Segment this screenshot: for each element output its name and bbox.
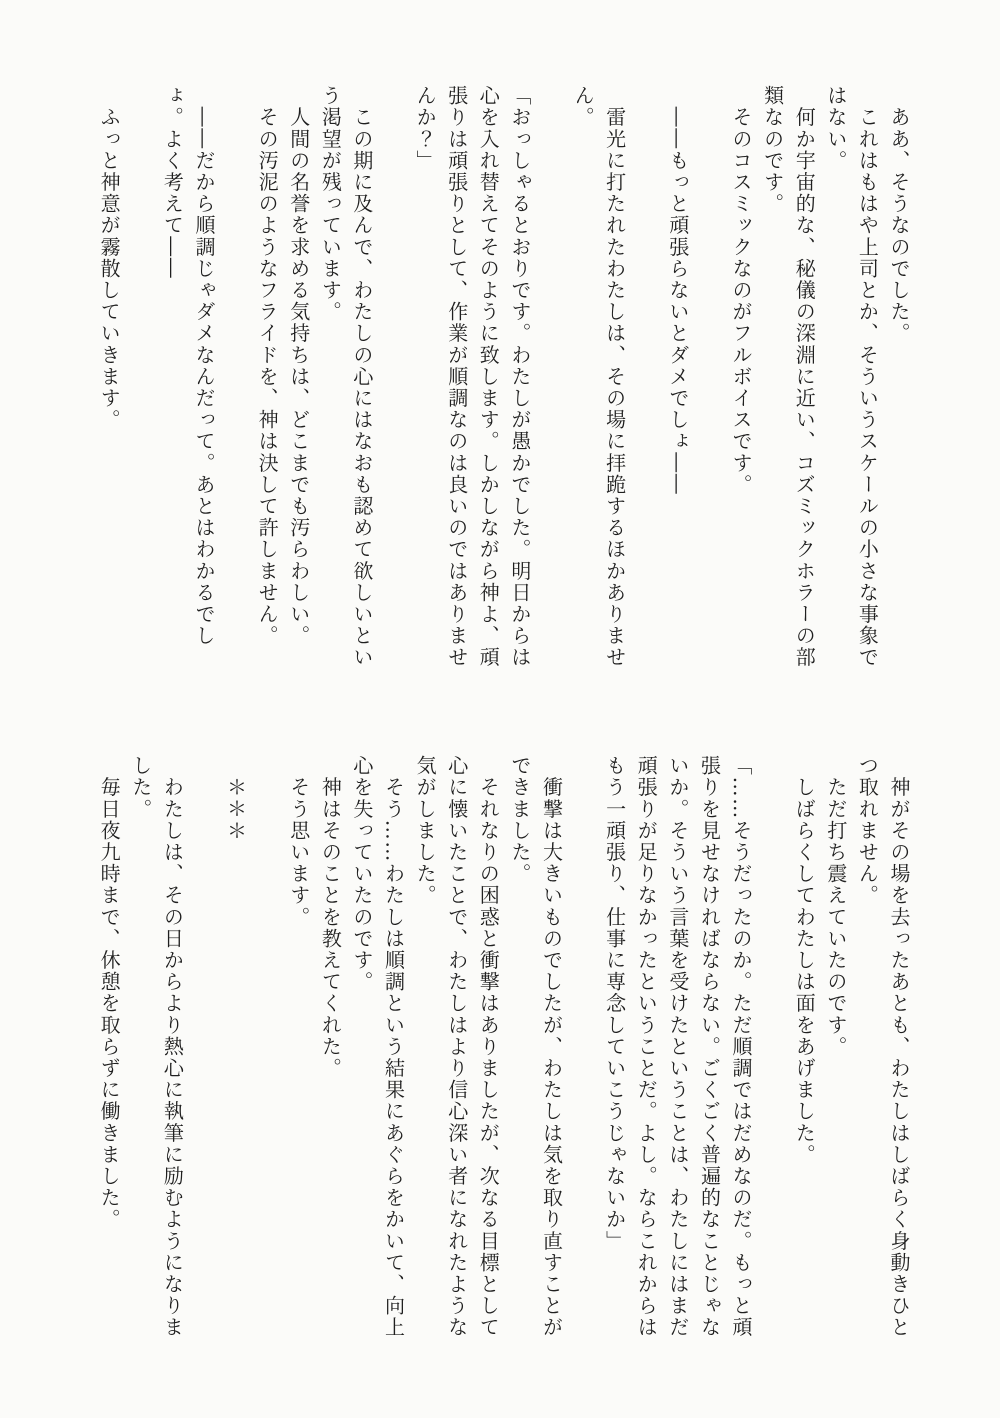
text-line: ただ打ち震えていたのです。	[823, 755, 848, 1058]
blank-line	[377, 85, 409, 675]
text-line: この期に及んで、わたしの心にはなおも認めて欲しいとい	[349, 85, 374, 669]
text-line: そう……わたしは順調という結果にあぐらをかいて、向上	[381, 755, 406, 1339]
text-line: 「おっしゃるとおりです。わたしが愚かでした。明日からは	[507, 85, 532, 669]
text-line: 心に懐いたことで、わたしはより信心深い者になれたような	[444, 755, 469, 1339]
text-line: 類なのです。	[760, 85, 785, 215]
text-line: そう思います。	[286, 755, 311, 928]
text-line: いか。そういう言葉を受けたということは、わたしにはまだ	[665, 755, 690, 1339]
blank-line	[535, 85, 567, 675]
blank-line	[251, 755, 283, 1345]
blank-line	[693, 85, 725, 675]
text-line: 雷光に打たれたわたしは、その場に拝跪するほかありませ	[602, 85, 627, 669]
text-line: 神はそのことを教えてくれた。	[318, 755, 343, 1079]
text-line: 毎日夜九時まで、休憩を取らずに働きました。	[97, 755, 122, 1231]
top-text-block	[92, 85, 914, 675]
text-line: その汚泥のようなフライドを、神は決して許しません。	[255, 85, 280, 647]
bottom-text-block	[92, 755, 914, 1345]
text-line: 何か宇宙的な、秘儀の深淵に近い、コズミックホラーの部	[792, 85, 817, 669]
text-line: ああ、そうなのでした。	[887, 85, 911, 345]
blank-line	[219, 85, 251, 675]
blank-line	[566, 755, 598, 1345]
text-line: 神がその場を去ったあとも、わたしはしばらく身動きひと	[887, 755, 911, 1339]
text-line: した。	[128, 755, 153, 820]
text-line: そのコスミックなのがフルボイスです。	[729, 85, 754, 496]
blank-line	[756, 755, 788, 1345]
text-line: う渇望が残っています。	[318, 85, 343, 323]
text-line: はない。	[823, 85, 848, 172]
text-line: 心を失っていたのです。	[349, 755, 374, 993]
text-line: んか？」	[413, 85, 438, 172]
text-line: ふっと神意が霧散していきます。	[97, 85, 122, 431]
text-line: ん。	[571, 85, 596, 129]
text-line: ――もっと頑張らないとダメでしょ――	[665, 85, 690, 496]
text-line: 「……そうだったのか。ただ順調ではだめなのだ。もっと頑	[729, 755, 754, 1339]
text-line: 頑張りが足りなかったということだ。よし。ならこれからは	[634, 755, 659, 1339]
text-line: できました。	[507, 755, 532, 885]
text-line: つ取れません。	[855, 755, 880, 907]
text-line: 衝撃は大きいものでしたが、わたしは気を取り直すことが	[539, 755, 564, 1339]
blank-line	[187, 755, 219, 1345]
text-line: ょ。よく考えて――	[160, 85, 185, 280]
text-line: それなりの困惑と衝撃はありましたが、次なる目標として	[476, 755, 501, 1339]
blank-line	[124, 85, 156, 675]
blank-line	[630, 85, 662, 675]
text-line: ＊＊＊	[223, 755, 248, 842]
text-line: わたしは、その日からより熱心に執筆に励むようになりま	[160, 755, 185, 1339]
text-line: 気がしました。	[413, 755, 438, 907]
text-line: 心を入れ替えてそのように致します。しかしながら神よ、頑	[476, 85, 501, 669]
text-line: しばらくしてわたしは面をあげました。	[792, 755, 817, 1166]
text-line: もう一頑張り、仕事に専念していこうじゃないか」	[602, 755, 627, 1252]
text-line: ――だから順調じゃダメなんだって。あとはわかるでし	[191, 85, 216, 647]
text-line: 人間の名誉を求める気持ちは、どこまでも汚らわしい。	[286, 85, 311, 647]
text-line: 張りは頑張りとして、作業が順調なのは良いのではありませ	[444, 85, 469, 669]
text-line: 張りを見せなければならない。ごくごく普遍的なことじゃな	[697, 755, 722, 1339]
text-line: これはもはや上司とか、そういうスケールの小さな事象で	[855, 85, 880, 669]
